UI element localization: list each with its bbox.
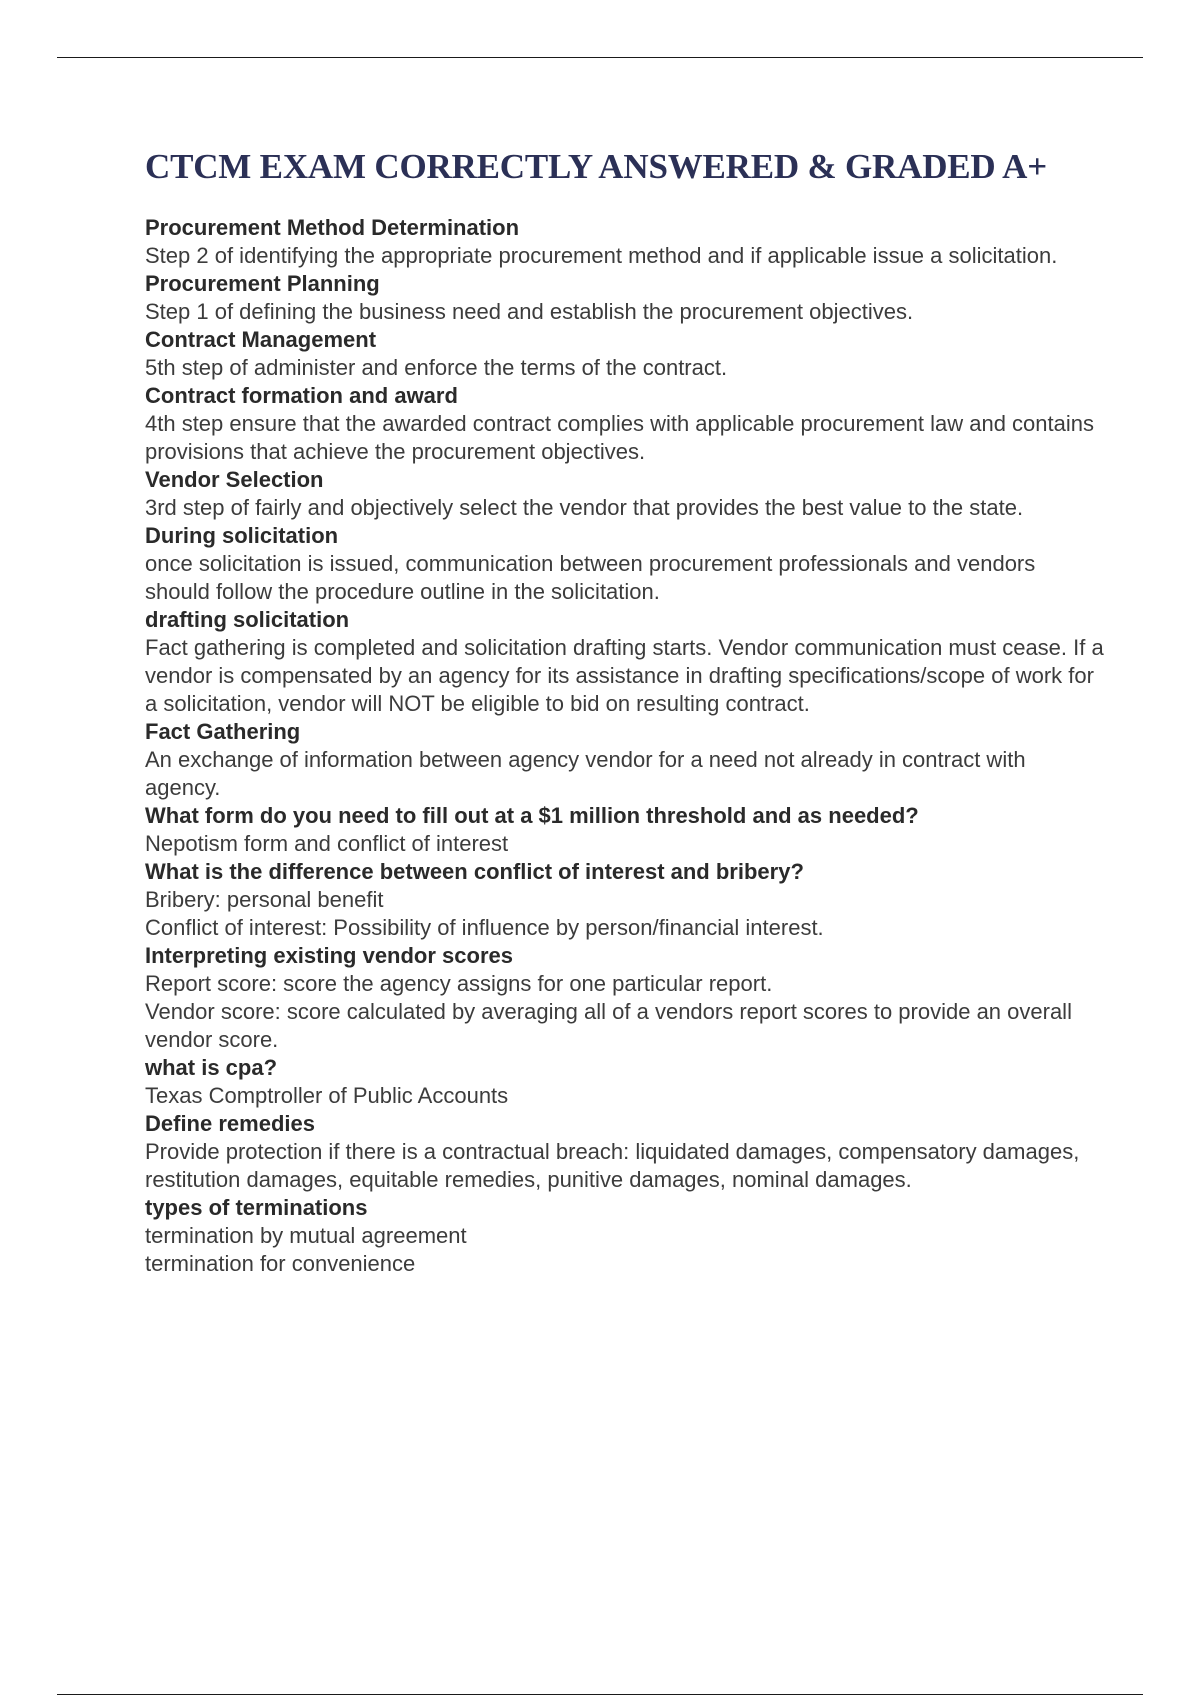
entry-term: types of terminations bbox=[145, 1195, 368, 1220]
entry-definition: 5th step of administer and enforce the terms of the contract. bbox=[145, 355, 728, 380]
entry-definition: Step 1 of defining the business need and establish the procurement objectives. bbox=[145, 299, 914, 324]
entry-term: What form do you need to fill out at a $1 million threshold and as needed? bbox=[145, 803, 919, 828]
entry-definition: Report score: score the agency assigns for one particular report. Vendor score: score calculated by averaging all of a vendors report scores to provide an overall vendor score. bbox=[145, 971, 1072, 1052]
entry-definition: An exchange of information between agency vendor for a need not already in contract with agency. bbox=[145, 747, 1026, 800]
entry-definition: Provide protection if there is a contractual breach: liquidated damages, compensatory damages, restitution damages, equitable remedies, punitive damages, nominal damages. bbox=[145, 1139, 1080, 1192]
entry-definition: once solicitation is issued, communication between procurement professionals and vendors should follow the procedure outline in the solicitation. bbox=[145, 551, 1036, 604]
bottom-rule bbox=[57, 1694, 1143, 1695]
entry-definition: Bribery: personal benefit Conflict of interest: Possibility of influence by person/financial interest. bbox=[145, 887, 824, 940]
entry-definition: Step 2 of identifying the appropriate procurement method and if applicable issue a solicitation. bbox=[145, 243, 1058, 268]
entry-term: Contract Management bbox=[145, 327, 377, 352]
entry-term: Define remedies bbox=[145, 1111, 315, 1136]
entry-term: Interpreting existing vendor scores bbox=[145, 943, 513, 968]
qa-list bbox=[145, 214, 1105, 1278]
document-title: CTCM EXAM CORRECTLY ANSWERED & GRADED A+ bbox=[145, 147, 1047, 186]
entry-term: what is cpa? bbox=[145, 1055, 278, 1080]
entry-term: Vendor Selection bbox=[145, 467, 324, 492]
entry-definition: Texas Comptroller of Public Accounts bbox=[145, 1083, 509, 1108]
entry-term: Fact Gathering bbox=[145, 719, 301, 744]
entry-definition: 3rd step of fairly and objectively select the vendor that provides the best value to the state. bbox=[145, 495, 1024, 520]
entry-definition: Fact gathering is completed and solicitation drafting starts. Vendor communication must cease. If a vendor is compensated by an agency for its assistance in drafting specifications/scope of work for a solicitation, vendor will NOT be eligible to bid on resulting contract. bbox=[145, 635, 1104, 716]
entry-term: During solicitation bbox=[145, 523, 339, 548]
entry-term: Procurement Method Determination bbox=[145, 215, 520, 240]
entry-term: drafting solicitation bbox=[145, 607, 350, 632]
entry-term: Contract formation and award bbox=[145, 383, 458, 408]
entry-definition: termination by mutual agreement termination for convenience bbox=[145, 1223, 467, 1276]
top-rule bbox=[57, 57, 1143, 58]
entry-definition: Nepotism form and conflict of interest bbox=[145, 831, 509, 856]
document-body bbox=[145, 146, 1105, 1278]
entry-term: What is the difference between conflict of interest and bribery? bbox=[145, 859, 804, 884]
entry-term: Procurement Planning bbox=[145, 271, 380, 296]
entry-definition: 4th step ensure that the awarded contract complies with applicable procurement law and contains provisions that achieve the procurement objectives. bbox=[145, 411, 1094, 464]
